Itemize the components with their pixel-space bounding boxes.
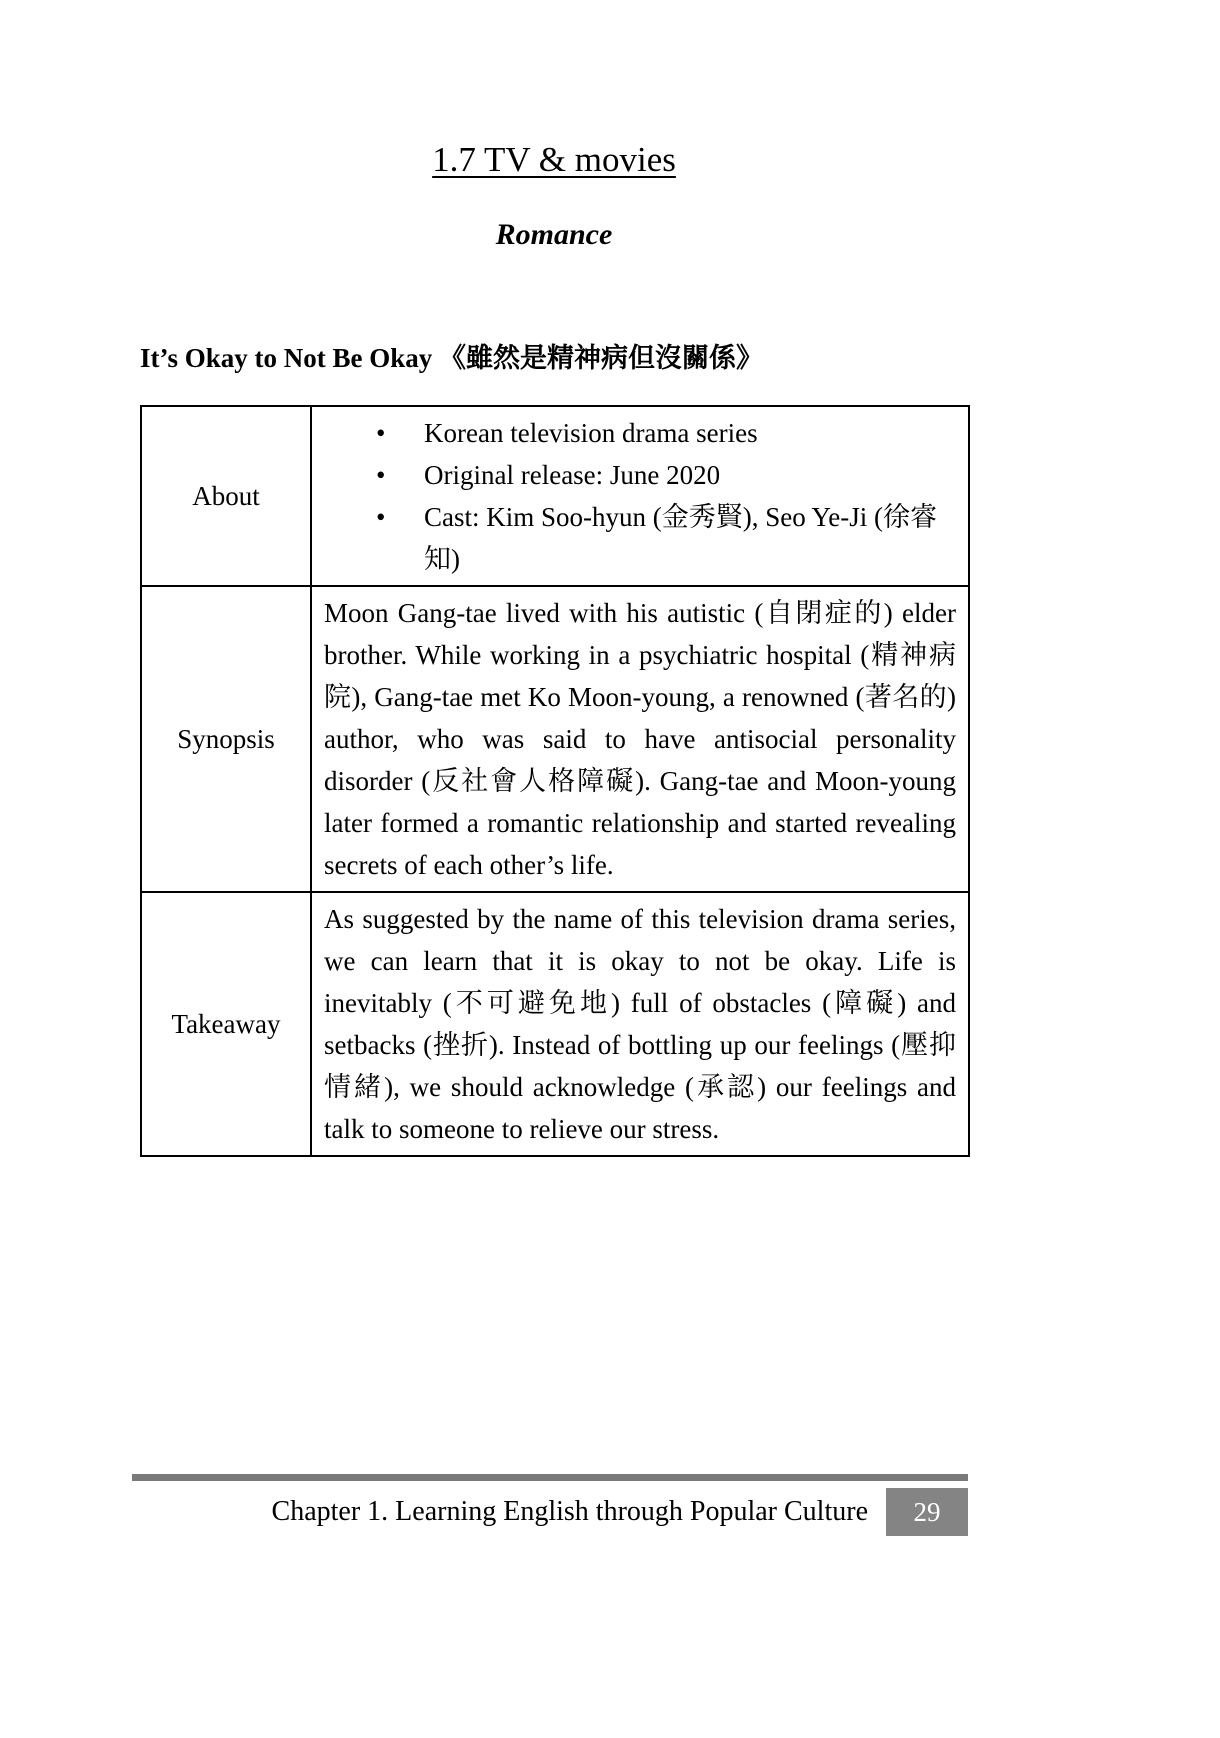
page-number-badge: 29 xyxy=(886,1488,968,1536)
synopsis-content-cell xyxy=(311,586,969,892)
table-row-about xyxy=(141,406,969,586)
about-bullet-item: • Original release: June 2020 xyxy=(324,454,956,496)
takeaway-paragraph: As suggested by the name of this television drama series, we can learn that it is okay to not be okay. Life is inevitably (不可避免地) full of obstacles (障礙) and setbacks (挫折). Instead of bottling up our feelings (壓抑情緒), we should acknowledge (承認) our feelings and talk to someone to relieve our stress. xyxy=(324,904,956,1144)
genre-subtitle: Romance xyxy=(495,218,613,251)
table-row-synopsis xyxy=(141,586,969,892)
show-title-heading: It’s Okay to Not Be Okay 《雖然是精神病但沒關係》 xyxy=(140,343,764,373)
about-bullet-list xyxy=(324,412,956,580)
about-bullet-item: • Korean television drama series xyxy=(324,412,956,454)
takeaway-content-cell xyxy=(311,892,969,1156)
info-table xyxy=(140,405,970,1157)
about-content-cell xyxy=(311,406,969,586)
section-title-text: 1.7 TV & movies xyxy=(432,140,676,179)
about-bullet-item: • Cast: Kim Soo-hyun (金秀賢), Seo Ye-Ji (徐睿知) xyxy=(324,496,956,580)
row-label-synopsis: Synopsis xyxy=(141,586,311,892)
content-area xyxy=(140,0,968,1157)
section-title xyxy=(140,0,968,180)
footer-chapter-text: Chapter 1. Learning English through Popular Culture xyxy=(271,1496,868,1527)
footer xyxy=(140,1488,968,1536)
row-label-takeaway: Takeaway xyxy=(141,892,311,1156)
synopsis-paragraph: Moon Gang-tae lived with his autistic (自閉症的) elder brother. While working in a psychiatric hospital (精神病院), Gang-tae met Ko Moon-young, a renowned (著名的) author, who was said to have antisocial personality disorder (反社會人格障礙). Gang-tae and Moon-young later formed a romantic relationship and started revealing secrets of each other’s life. xyxy=(324,598,956,880)
row-label-about: About xyxy=(141,406,311,586)
footer-rule xyxy=(132,1474,968,1481)
table-row-takeaway xyxy=(141,892,969,1156)
